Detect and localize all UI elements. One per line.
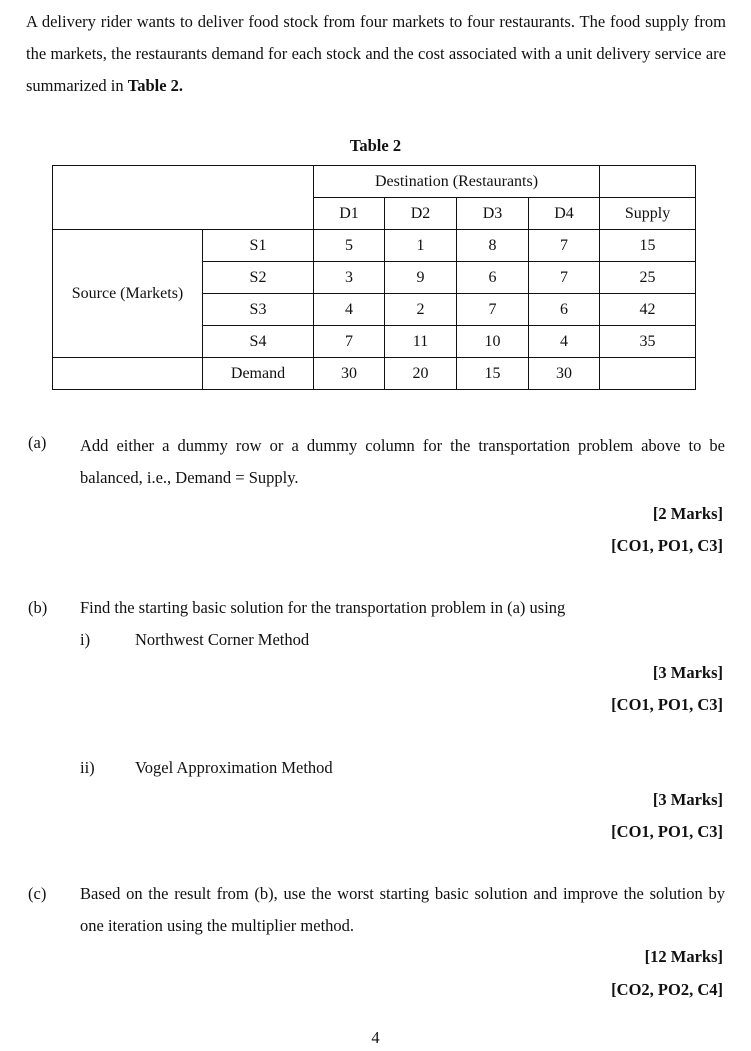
cost-cell: 2 <box>385 294 457 326</box>
cost-cell: 7 <box>457 294 529 326</box>
row-header-s4: S4 <box>203 326 314 358</box>
cost-cell: 7 <box>314 326 385 358</box>
cost-cell: 7 <box>529 262 600 294</box>
supply-header-top <box>600 166 696 198</box>
supply-cell: 35 <box>600 326 696 358</box>
question-b-i-label: i) <box>80 630 91 649</box>
cost-cell: 3 <box>314 262 385 294</box>
question-b-text: Find the starting basic solution for the transportation problem in (a) using <box>80 598 566 617</box>
question-b-i-text: Northwest Corner Method <box>135 630 310 649</box>
question-b-ii-text: Vogel Approximation Method <box>135 758 333 777</box>
cost-cell: 6 <box>529 294 600 326</box>
table-row <box>53 230 696 262</box>
cost-cell: 11 <box>385 326 457 358</box>
demand-corner <box>53 358 203 390</box>
destination-header: Destination (Restaurants) <box>314 166 600 198</box>
question-a-outcomes: [CO1, PO1, C3] <box>611 536 723 555</box>
demand-row <box>53 358 696 390</box>
question-b-ii-outcomes: [CO1, PO1, C3] <box>611 822 723 841</box>
cost-cell: 4 <box>314 294 385 326</box>
table-caption: Table 2 <box>349 136 402 155</box>
cost-cell: 4 <box>529 326 600 358</box>
cost-cell: 6 <box>457 262 529 294</box>
demand-supply-blank <box>600 358 696 390</box>
cost-cell: 8 <box>457 230 529 262</box>
question-c-marks: [12 Marks] <box>644 947 723 966</box>
question-a-label: (a) <box>28 433 47 452</box>
row-header-s1: S1 <box>203 230 314 262</box>
cost-cell: 9 <box>385 262 457 294</box>
demand-cell: 30 <box>314 358 385 390</box>
supply-cell: 15 <box>600 230 696 262</box>
question-c-outcomes: [CO2, PO2, C4] <box>611 980 723 999</box>
cost-cell: 5 <box>314 230 385 262</box>
question-c-label: (c) <box>28 884 47 903</box>
column-header-d1: D1 <box>314 198 385 230</box>
demand-cell: 20 <box>385 358 457 390</box>
question-c-text: Based on the result from (b), use the worst starting basic solution and improve the solution by one iteration using the multiplier method. <box>80 884 725 935</box>
demand-cell: 30 <box>529 358 600 390</box>
supply-header: Supply <box>600 198 696 230</box>
demand-label: Demand <box>203 358 314 390</box>
column-header-d3: D3 <box>457 198 529 230</box>
source-label: Source (Markets) <box>53 230 203 358</box>
question-b-i-marks: [3 Marks] <box>652 663 723 682</box>
cost-cell: 7 <box>529 230 600 262</box>
question-a-marks: [2 Marks] <box>652 504 723 523</box>
question-b-label: (b) <box>28 598 48 617</box>
page-number: 4 <box>371 1028 380 1047</box>
question-b-i-outcomes: [CO1, PO1, C3] <box>611 695 723 714</box>
cost-cell: 10 <box>457 326 529 358</box>
row-header-s2: S2 <box>203 262 314 294</box>
intro-paragraph <box>26 6 726 102</box>
transportation-table <box>52 165 696 390</box>
row-header-s3: S3 <box>203 294 314 326</box>
intro-text: A delivery rider wants to deliver food stock from four markets to four restaurants. The food supply from the markets, the restaurants demand for each stock and the cost associated with a unit delivery service are summarized in <box>26 12 726 95</box>
column-header-d2: D2 <box>385 198 457 230</box>
header-row-1 <box>53 166 696 198</box>
column-header-d4: D4 <box>529 198 600 230</box>
corner-cell <box>53 166 314 230</box>
demand-cell: 15 <box>457 358 529 390</box>
supply-cell: 42 <box>600 294 696 326</box>
question-a-text: Add either a dummy row or a dummy column for the transportation problem above to be balanced, i.e., Demand = Supply. <box>80 436 725 487</box>
question-b-ii-marks: [3 Marks] <box>652 790 723 809</box>
question-b-ii-label: ii) <box>80 758 95 777</box>
intro-table-ref: Table 2. <box>127 76 184 95</box>
supply-cell: 25 <box>600 262 696 294</box>
cost-cell: 1 <box>385 230 457 262</box>
